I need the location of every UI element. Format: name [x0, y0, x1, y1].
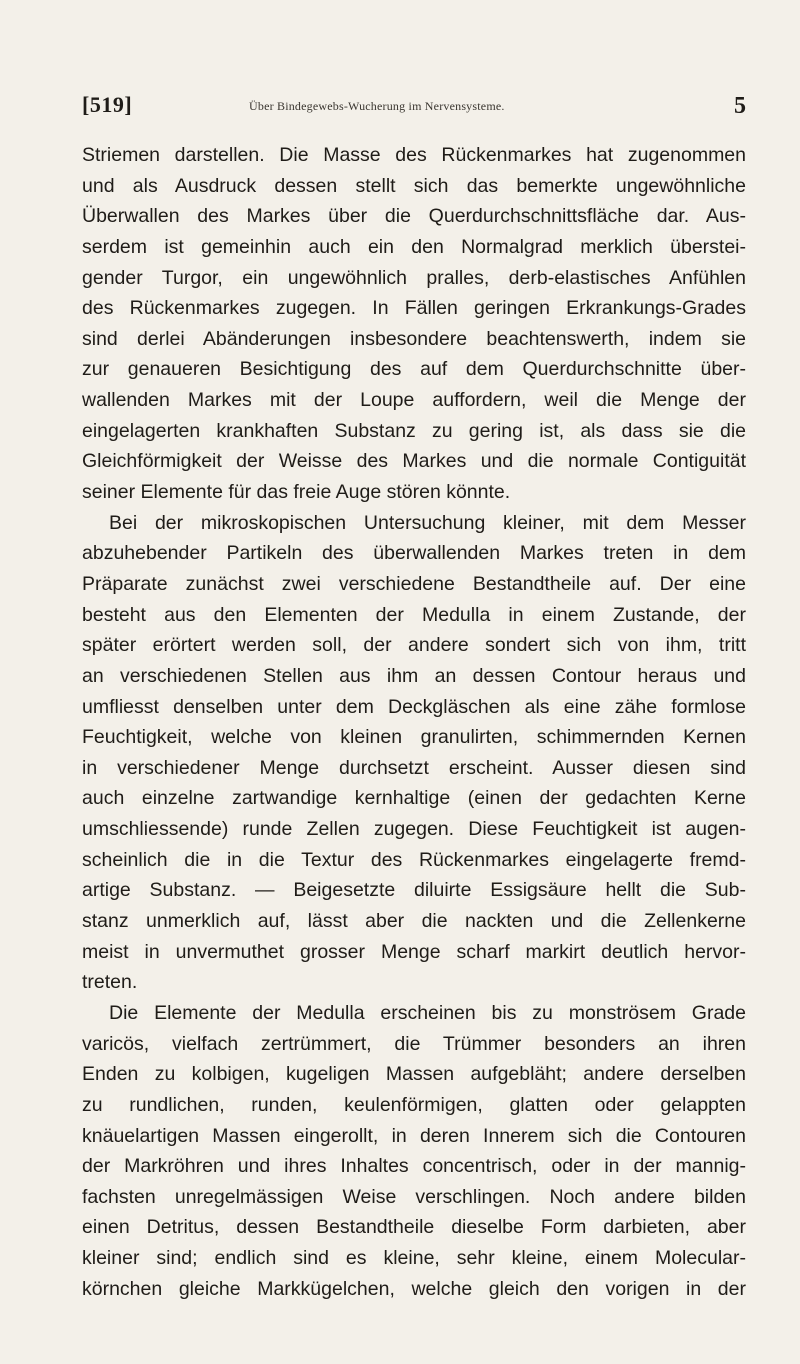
- body-text: [82, 140, 746, 1304]
- text-line: abzuhebender Partikeln des überwallenden Markes treten in dem: [82, 542, 746, 565]
- text-line: Gleichförmigkeit der Weisse des Markes und die normale Contiguität: [82, 450, 746, 473]
- text-line: stanz unmerklich auf, lässt aber die nackten und die Zellenkerne: [82, 910, 746, 933]
- text-line: Überwallen des Markes über die Querdurchschnittsfläche dar. Aus-: [82, 205, 746, 228]
- text-line: kleiner sind; endlich sind es kleine, sehr kleine, einem Molecular-: [82, 1247, 746, 1270]
- text-line: körnchen gleiche Markkügelchen, welche gleich den vorigen in der: [82, 1277, 746, 1300]
- text-line: knäuelartigen Massen eingerollt, in deren Innerem sich die Contouren: [82, 1124, 746, 1147]
- text-line: serdem ist gemeinhin auch ein den Normalgrad merklich überstei-: [82, 235, 746, 258]
- text-line: und als Ausdruck dessen stellt sich das bemerkte ungewöhnliche: [82, 174, 746, 197]
- page-number: 5: [734, 93, 746, 119]
- text-line: zur genaueren Besichtigung des auf dem Querdurchschnitte über-: [82, 358, 746, 381]
- text-line: des Rückenmarkes zugegen. In Fällen geringen Erkrankungs-Grades: [82, 297, 746, 320]
- text-line: gender Turgor, ein ungewöhnlich pralles, derb-elastisches Anfühlen: [82, 266, 746, 289]
- text-line: artige Substanz. — Beigesetzte diluirte Essigsäure hellt die Sub-: [82, 879, 746, 902]
- original-page-reference: [519]: [82, 92, 133, 117]
- text-line: Präparate zunächst zwei verschiedene Bestandtheile auf. Der eine: [82, 572, 746, 595]
- text-line: umfliesst denselben unter dem Deckgläschen als eine zähe formlose: [82, 695, 746, 718]
- text-line: an verschiedenen Stellen aus ihm an dessen Contour heraus und: [82, 664, 746, 687]
- running-title: Über Bindegewebs-Wucherung im Nervensysteme.: [249, 99, 505, 113]
- text-line: varicös, vielfach zertrümmert, die Trümmer besonders an ihren: [82, 1032, 746, 1055]
- text-line: auch einzelne zartwandige kernhaltige (einen der gedachten Kerne: [82, 787, 746, 810]
- text-line: eingelagerten krankhaften Substanz zu gering ist, als dass sie die: [82, 419, 746, 442]
- text-line: meist in unvermuthet grosser Menge scharf markirt deutlich hervor-: [82, 940, 746, 963]
- running-head: [82, 92, 746, 124]
- text-line: besteht aus den Elementen der Medulla in einem Zustande, der: [82, 603, 746, 626]
- text-line: wallenden Markes mit der Loupe auffordern, weil die Menge der: [82, 389, 746, 412]
- text-line: Die Elemente der Medulla erscheinen bis zu monströsem Grade: [109, 1001, 746, 1024]
- text-line: der Markröhren und ihres Inhaltes concentrisch, oder in der mannig-: [82, 1155, 746, 1178]
- text-line: später erörtert werden soll, der andere sondert sich von ihm, tritt: [82, 634, 746, 657]
- text-line: einen Detritus, dessen Bestandtheile dieselbe Form darbieten, aber: [82, 1216, 746, 1239]
- text-line: treten.: [82, 971, 138, 994]
- text-line: in verschiedener Menge durchsetzt erscheint. Ausser diesen sind: [82, 756, 746, 779]
- text-line: Striemen darstellen. Die Masse des Rückenmarkes hat zugenommen: [82, 144, 746, 166]
- text-line: scheinlich die in die Textur des Rückenmarkes eingelagerte fremd-: [82, 848, 746, 871]
- text-line: Enden zu kolbigen, kugeligen Massen aufgebläht; andere derselben: [82, 1063, 746, 1086]
- text-line: zu rundlichen, runden, keulenförmigen, glatten oder gelappten: [82, 1093, 746, 1116]
- text-line: umschliessende) runde Zellen zugegen. Diese Feuchtigkeit ist augen-: [82, 818, 746, 841]
- text-line: seiner Elemente für das freie Auge stören könnte.: [82, 481, 511, 504]
- text-line: Bei der mikroskopischen Untersuchung kleiner, mit dem Messer: [109, 511, 746, 534]
- text-line: sind derlei Abänderungen insbesondere beachtenswerth, indem sie: [82, 327, 746, 350]
- text-line: Feuchtigkeit, welche von kleinen granulirten, schimmernden Kernen: [82, 726, 746, 749]
- text-line: fachsten unregelmässigen Weise verschlingen. Noch andere bilden: [82, 1185, 746, 1208]
